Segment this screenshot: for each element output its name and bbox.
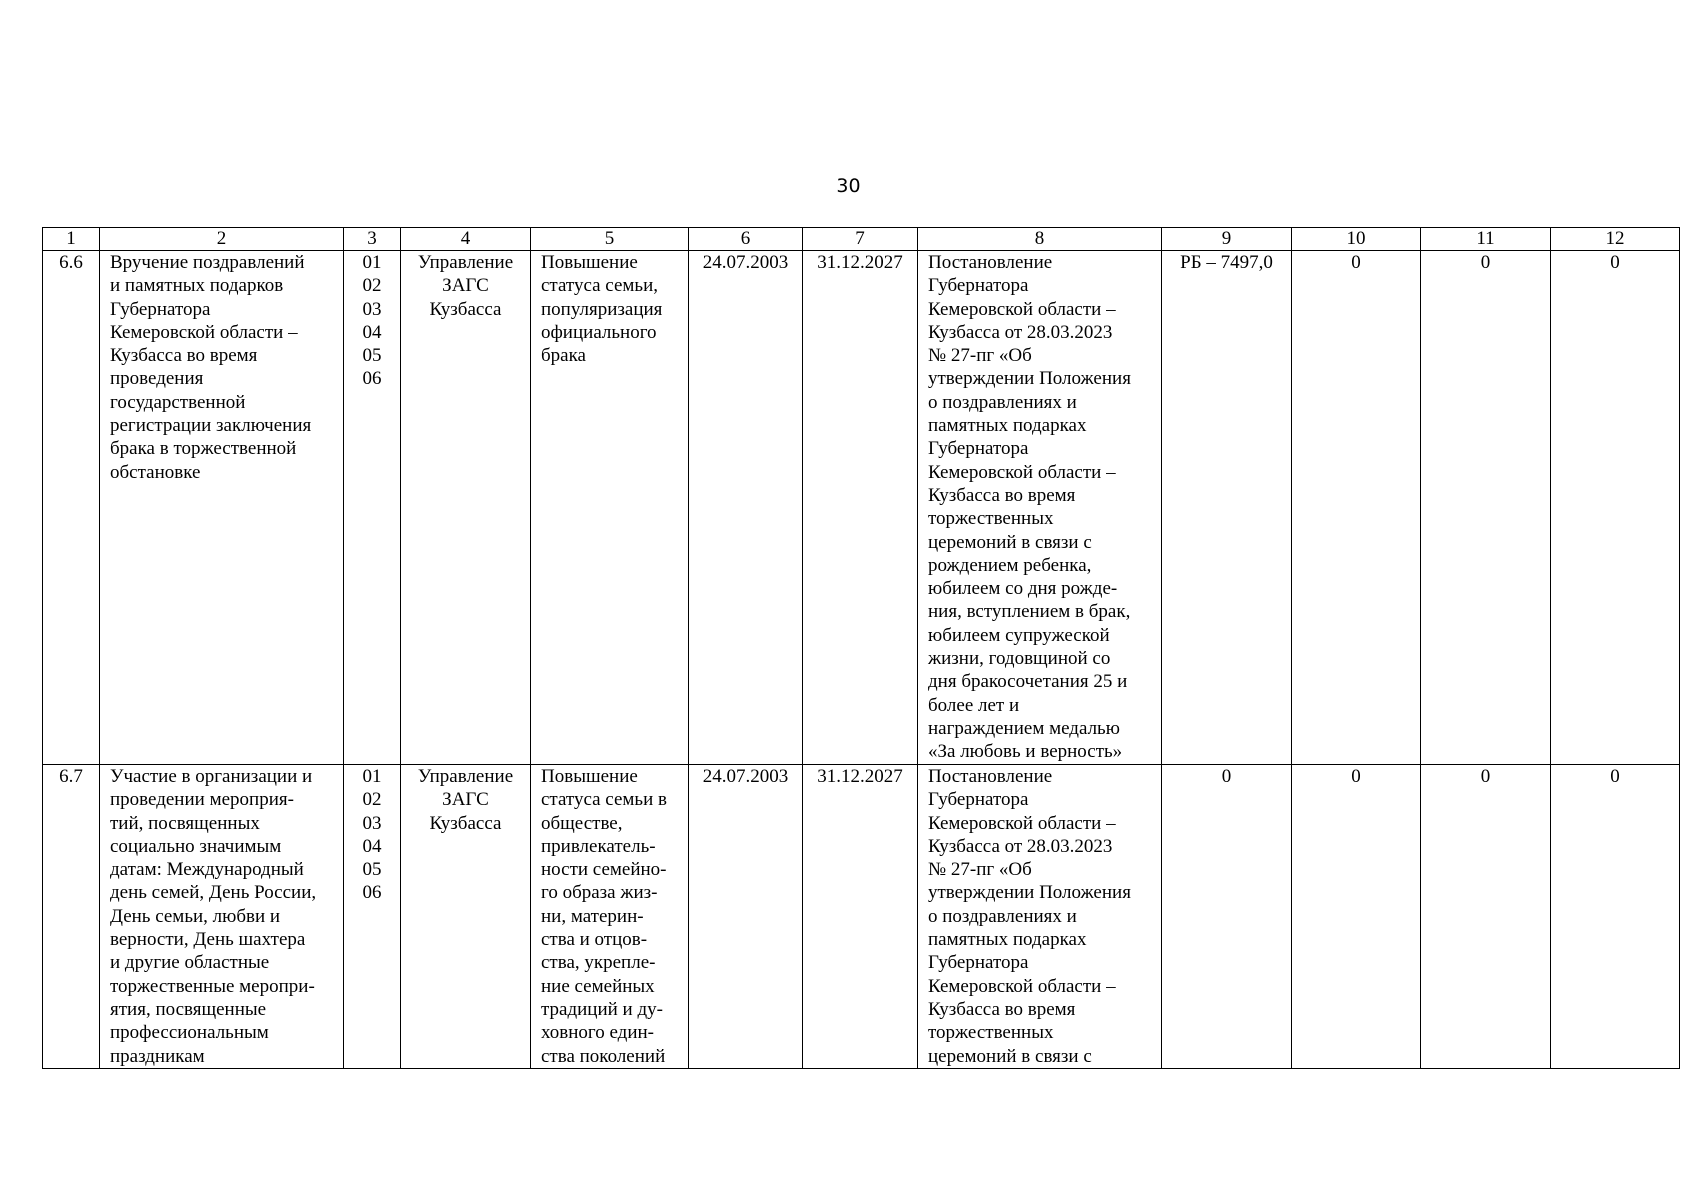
column-header: 3: [344, 228, 401, 251]
column-header: 7: [803, 228, 918, 251]
item-end-date: 31.12.2027: [803, 251, 918, 765]
item-col9: РБ – 7497,0: [1162, 251, 1292, 765]
item-number: 6.7: [43, 765, 100, 1069]
measures-table: [42, 227, 1680, 1069]
item-col10: 0: [1292, 251, 1421, 765]
item-col12: 0: [1551, 765, 1680, 1069]
item-executor: Управление ЗАГС Кузбасса: [401, 251, 531, 765]
item-col9: 0: [1162, 765, 1292, 1069]
item-col11: 0: [1421, 251, 1551, 765]
column-header: 11: [1421, 228, 1551, 251]
item-name: Участие в организации и проведении мероприя- тий, посвященных социально значимым датам: Международный день семей, День России, День семьи, любви и верности, День шахтера и другие областные торжественные меропри- ятия, посвященные профессиональным праздникам: [100, 765, 344, 1069]
column-header: 10: [1292, 228, 1421, 251]
item-end-date: 31.12.2027: [803, 765, 918, 1069]
item-executor: Управление ЗАГС Кузбасса: [401, 765, 531, 1069]
item-col12: 0: [1551, 251, 1680, 765]
item-result: Повышение статуса семьи в обществе, привлекатель- ности семейно- го образа жиз- ни, материн- ства и отцов- ства, укрепле- ние семейных традиций и ду- ховного един- ства поколений: [531, 765, 689, 1069]
column-header: 12: [1551, 228, 1680, 251]
item-start-date: 24.07.2003: [689, 251, 803, 765]
item-number: 6.6: [43, 251, 100, 765]
table-row: [43, 765, 1680, 1069]
item-start-date: 24.07.2003: [689, 765, 803, 1069]
column-header: 5: [531, 228, 689, 251]
column-header: 6: [689, 228, 803, 251]
item-col10: 0: [1292, 765, 1421, 1069]
column-header: 8: [918, 228, 1162, 251]
column-header: 9: [1162, 228, 1292, 251]
item-codes: 01 02 03 04 05 06: [344, 765, 401, 1069]
item-basis: Постановление Губернатора Кемеровской области – Кузбасса от 28.03.2023 № 27-пг «Об утверждении Положения о поздравлениях и памятных подарках Губернатора Кемеровской области – Кузбасса во время торжественных церемоний в связи с: [918, 765, 1162, 1069]
column-header: 4: [401, 228, 531, 251]
column-header: 2: [100, 228, 344, 251]
item-result: Повышение статуса семьи, популяризация официального брака: [531, 251, 689, 765]
item-basis: Постановление Губернатора Кемеровской области – Кузбасса от 28.03.2023 № 27-пг «Об утверждении Положения о поздравлениях и памятных подарках Губернатора Кемеровской области – Кузбасса во время торжественных церемоний в связи с рождением ребенка, юбилеем со дня рожде- ния, вступлением в брак, юбилеем супружеской жизни, годовщиной со дня бракосочетания 25 и более лет и награждением медалью «За любовь и верность»: [918, 251, 1162, 765]
column-header: 1: [43, 228, 100, 251]
page-number: 30: [836, 175, 861, 197]
item-col11: 0: [1421, 765, 1551, 1069]
table-row: [43, 251, 1680, 765]
item-name: Вручение поздравлений и памятных подарков Губернатора Кемеровской области – Кузбасса во время проведения государственной регистрации заключения брака в торжественной обстановке: [100, 251, 344, 765]
column-number-row: [43, 228, 1680, 251]
item-codes: 01 02 03 04 05 06: [344, 251, 401, 765]
